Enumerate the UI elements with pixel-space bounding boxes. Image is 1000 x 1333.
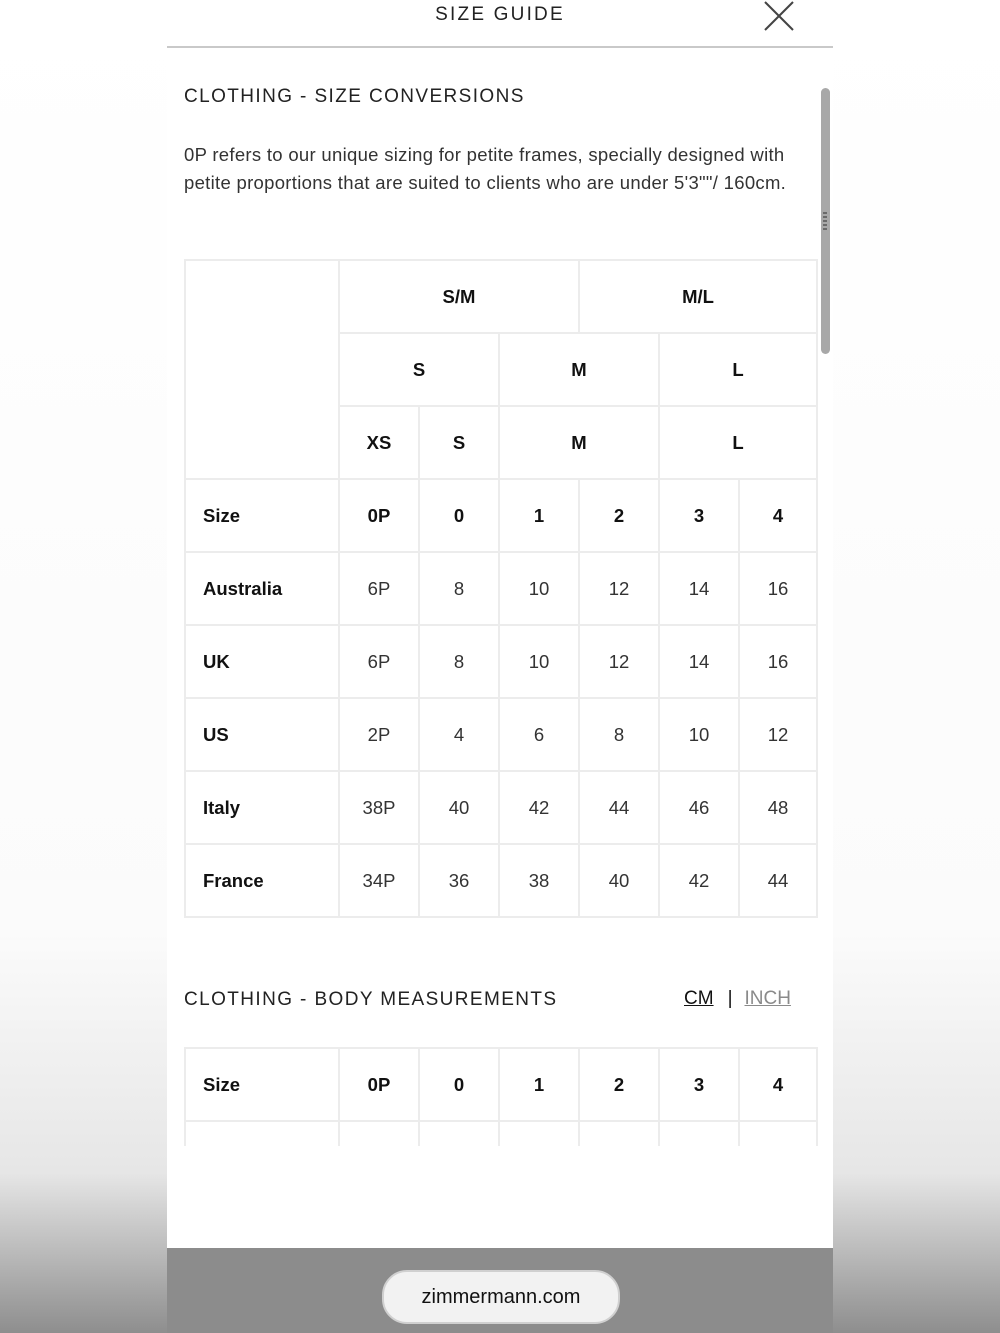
size-cell: 40 <box>579 844 659 917</box>
size-cell: 1 <box>499 479 579 552</box>
size-cell: 2 <box>579 479 659 552</box>
size-group-header: S/M <box>339 260 579 333</box>
table-row <box>185 260 817 333</box>
row-label: UK <box>185 625 339 698</box>
row-label: France <box>185 844 339 917</box>
address-bar[interactable]: zimmermann.com <box>382 1270 620 1324</box>
size-cell: 1 <box>499 1048 579 1121</box>
size-cell: 42 <box>659 844 739 917</box>
size-letter-header: S <box>419 406 499 479</box>
measurements-title: CLOTHING - BODY MEASUREMENTS <box>184 989 558 1010</box>
unit-toggle <box>684 988 791 1010</box>
size-cell: 12 <box>579 625 659 698</box>
row-label: US <box>185 698 339 771</box>
size-cell: 3 <box>659 1048 739 1121</box>
size-cell: 10 <box>499 552 579 625</box>
size-cell: 46 <box>659 771 739 844</box>
empty-corner-cell <box>185 260 339 479</box>
size-cell: 12 <box>579 552 659 625</box>
close-icon[interactable] <box>763 0 797 34</box>
size-group-header: M/L <box>579 260 817 333</box>
size-cell: 40 <box>419 771 499 844</box>
size-cell: 0P <box>339 1048 419 1121</box>
unit-inch-link[interactable]: INCH <box>744 988 791 1009</box>
size-cell: 8 <box>419 625 499 698</box>
size-letter-header: S <box>339 333 499 406</box>
size-cell: 2P <box>339 698 419 771</box>
modal-header <box>167 0 833 48</box>
size-cell: 6P <box>339 625 419 698</box>
size-letter-header: L <box>659 333 817 406</box>
row-label: Size <box>185 479 339 552</box>
conversions-title: CLOTHING - SIZE CONVERSIONS <box>184 86 525 107</box>
size-cell: 48 <box>739 771 817 844</box>
table-row-us <box>185 698 817 771</box>
size-cell: 44 <box>579 771 659 844</box>
size-cell: 16 <box>739 552 817 625</box>
size-conversion-table <box>184 259 818 918</box>
size-cell: 0P <box>339 479 419 552</box>
row-label: Italy <box>185 771 339 844</box>
size-cell: 12 <box>739 698 817 771</box>
scrollbar-grip-icon <box>823 212 827 230</box>
size-cell: 14 <box>659 552 739 625</box>
size-cell: 4 <box>739 479 817 552</box>
size-cell: 6P <box>339 552 419 625</box>
table-row-uk <box>185 625 817 698</box>
size-cell: 42 <box>499 771 579 844</box>
size-cell: 44 <box>739 844 817 917</box>
size-cell: 4 <box>419 698 499 771</box>
size-letter-header: M <box>499 406 659 479</box>
unit-separator: | <box>727 988 733 1009</box>
table-row-size <box>185 1048 817 1121</box>
size-cell: 14 <box>659 625 739 698</box>
size-letter-header: XS <box>339 406 419 479</box>
size-cell: 8 <box>579 698 659 771</box>
size-cell: 10 <box>659 698 739 771</box>
size-cell: 6 <box>499 698 579 771</box>
size-cell: 0 <box>419 1048 499 1121</box>
table-row-australia <box>185 552 817 625</box>
table-row-italy <box>185 771 817 844</box>
size-cell: 10 <box>499 625 579 698</box>
browser-bottom-bar <box>167 1248 833 1333</box>
size-cell: 0 <box>419 479 499 552</box>
row-label: Size <box>185 1048 339 1121</box>
size-cell: 38P <box>339 771 419 844</box>
modal-title: SIZE GUIDE <box>435 4 565 25</box>
size-cell: 34P <box>339 844 419 917</box>
body-measurement-table <box>184 1047 818 1161</box>
size-cell: 16 <box>739 625 817 698</box>
size-cell: 4 <box>739 1048 817 1121</box>
unit-cm-link[interactable]: CM <box>684 988 714 1009</box>
size-cell: 3 <box>659 479 739 552</box>
size-cell: 36 <box>419 844 499 917</box>
size-cell: 38 <box>499 844 579 917</box>
row-label: Australia <box>185 552 339 625</box>
size-cell: 2 <box>579 1048 659 1121</box>
content-mask <box>167 1146 833 1248</box>
table-row-france <box>185 844 817 917</box>
petite-sizing-note: 0P refers to our unique sizing for petite frames, specially designed with petite proportions that are suited to clients who are under 5'3""/ 160cm. <box>184 144 787 193</box>
size-cell: 8 <box>419 552 499 625</box>
size-letter-header: M <box>499 333 659 406</box>
size-letter-header: L <box>659 406 817 479</box>
size-guide-panel <box>167 0 833 1248</box>
table-row-size <box>185 479 817 552</box>
